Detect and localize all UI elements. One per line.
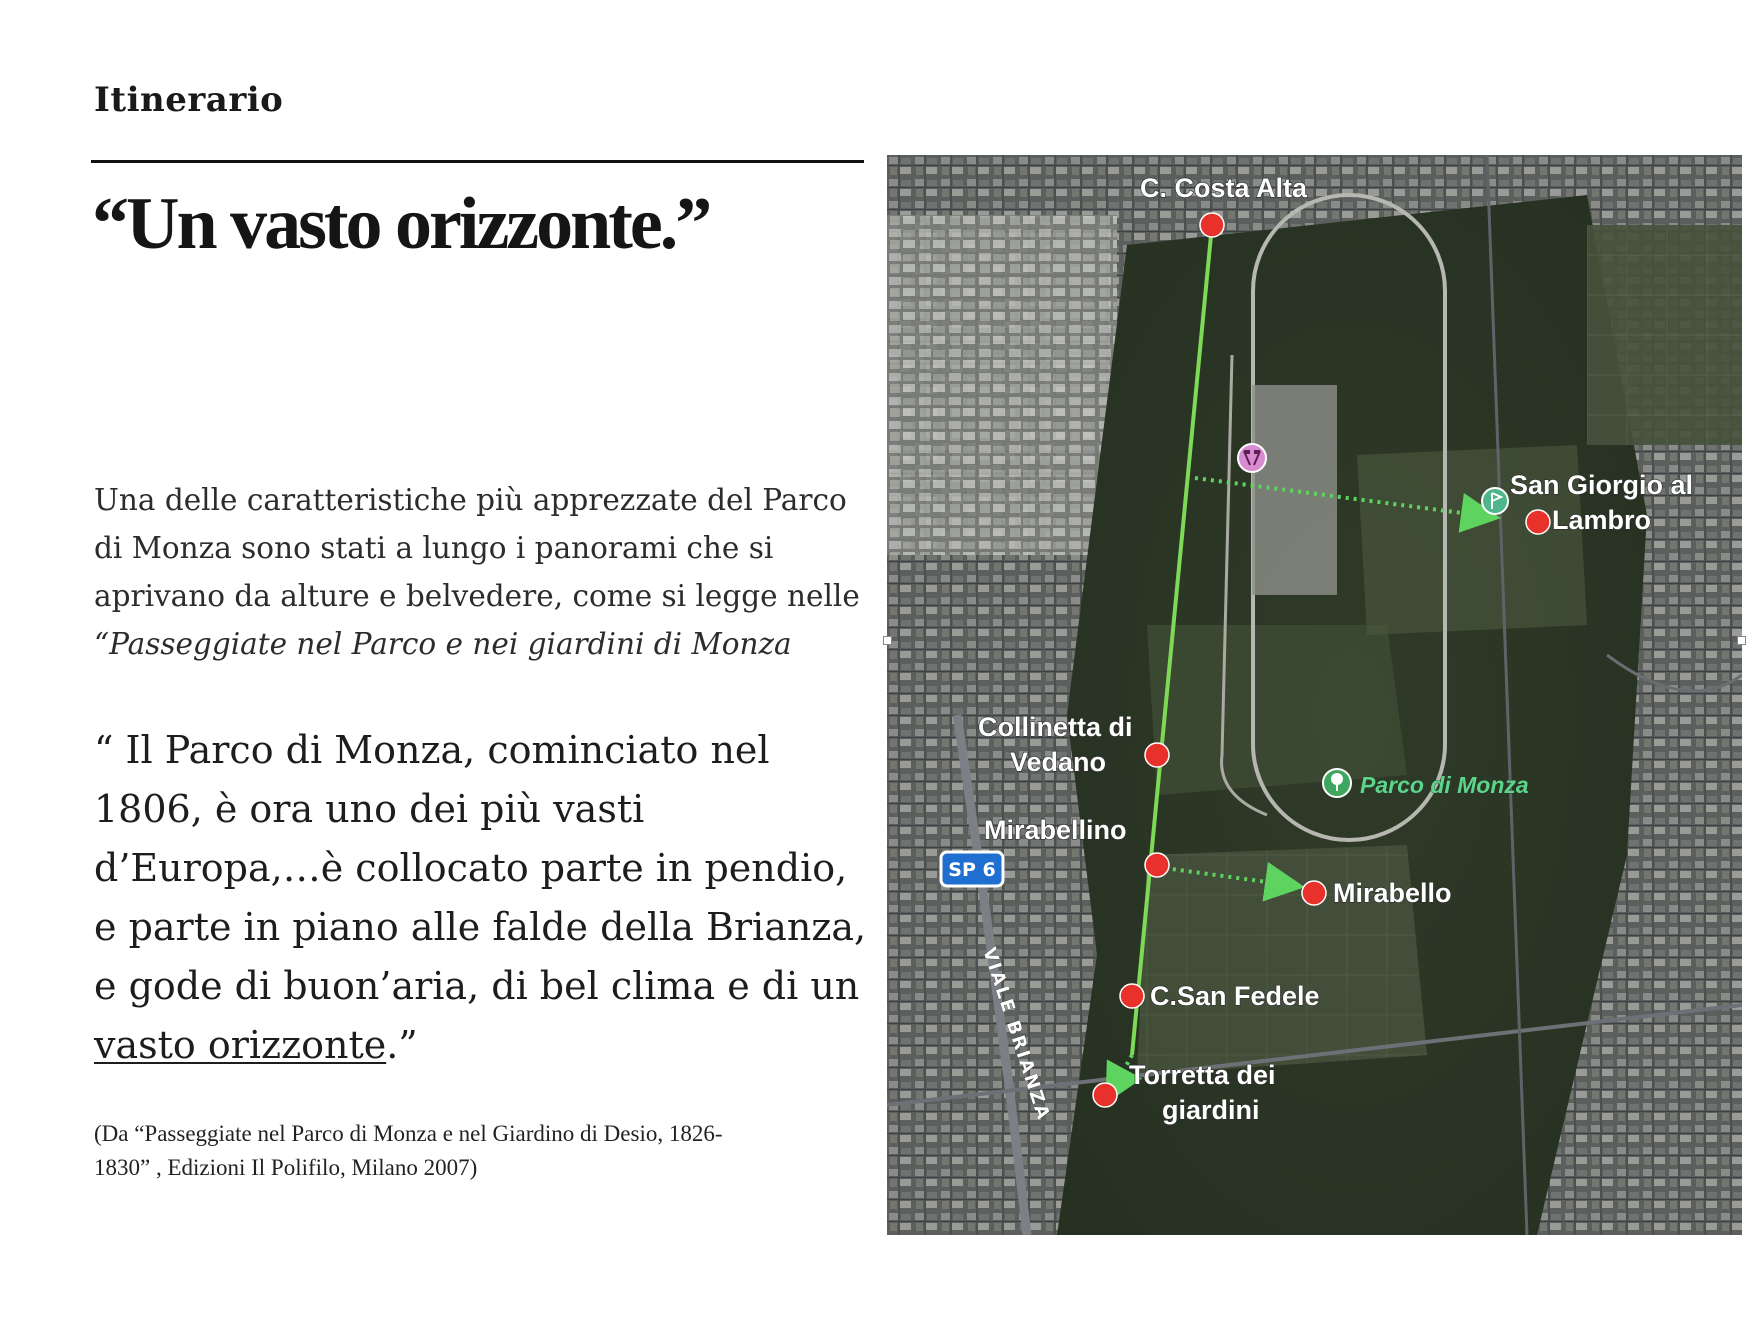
citation (94, 1117, 854, 1185)
citation-line: 1830” , Edizioni Il Polifilo, Milano 2007) (94, 1155, 478, 1180)
resize-handle[interactable] (883, 636, 892, 645)
intro-line: Una delle caratteristiche più apprezzate del Parco (94, 483, 847, 517)
label-torretta-2: giardini (1162, 1095, 1260, 1125)
label-san-giorgio-1: San Giorgio al (1510, 470, 1694, 500)
tree-icon (1323, 769, 1351, 797)
label-mirabello: Mirabello (1333, 878, 1452, 908)
intro-italic-title: “Passeggiate nel Parco e nei giardini di Monza (94, 627, 792, 661)
intro-line: di Monza sono stati a lungo i panorami che si (94, 531, 774, 565)
quote-line: e gode di buon’aria, di bel clima e di un (94, 964, 860, 1008)
quote-line: 1806, è ora uno dei più vasti (94, 787, 645, 831)
label-costa-alta: C. Costa Alta (1140, 173, 1308, 203)
road-badge (941, 852, 1003, 886)
intro-paragraph (94, 476, 874, 668)
marker-san-fedele (1120, 984, 1144, 1008)
page-title: “Un vasto orizzonte.” (92, 183, 710, 265)
park-meadow (1147, 625, 1407, 795)
quote-underlined-phrase: vasto orizzonte (94, 1023, 387, 1067)
citation-line: (Da “Passeggiate nel Parco di Monza e nel Giardino di Desio, 1826- (94, 1121, 723, 1146)
label-parco-di-monza: Parco di Monza (1360, 772, 1529, 798)
road-badge-label: SP 6 (948, 859, 996, 881)
section-label: Itinerario (94, 80, 284, 120)
divider-rule (91, 160, 864, 163)
resize-handle[interactable] (1737, 636, 1746, 645)
road-name-label: VIALE BRIANZA (978, 945, 1055, 1124)
intro-line: aprivano da alture e belvedere, come si legge nelle (94, 579, 860, 613)
quote-line: “ Il Parco di Monza, cominciato nel (94, 728, 770, 772)
quote-line: e parte in piano alle falde della Brianza, (94, 905, 867, 949)
label-torretta-1: Torretta dei (1129, 1060, 1276, 1090)
marker-mirabello (1302, 881, 1326, 905)
satellite-map (887, 155, 1742, 1235)
marker-costa-alta (1200, 213, 1224, 237)
label-collinetta-1: Collinetta di (978, 712, 1133, 742)
label-collinetta-2: Vedano (1010, 747, 1107, 777)
label-mirabellino: Mirabellino (984, 815, 1127, 845)
map-canvas (887, 155, 1742, 1235)
quote-last-line (94, 1016, 874, 1075)
golf-flag-icon (1482, 488, 1508, 514)
label-san-fedele: C.San Fedele (1150, 981, 1320, 1011)
marker-collinetta (1145, 743, 1169, 767)
marker-san-giorgio (1526, 510, 1550, 534)
paddock-area (1252, 385, 1337, 595)
quote-tail: .” (386, 1023, 418, 1067)
label-san-giorgio-2: Lambro (1552, 505, 1652, 535)
quote-block (94, 721, 874, 1075)
marker-mirabellino (1145, 853, 1169, 877)
east-fields (1587, 225, 1742, 445)
checkered-flags-icon (1238, 444, 1266, 472)
quote-line: d’Europa,…è collocato parte in pendio, (94, 846, 848, 890)
marker-torretta (1093, 1083, 1117, 1107)
industrial-area (887, 215, 1117, 555)
